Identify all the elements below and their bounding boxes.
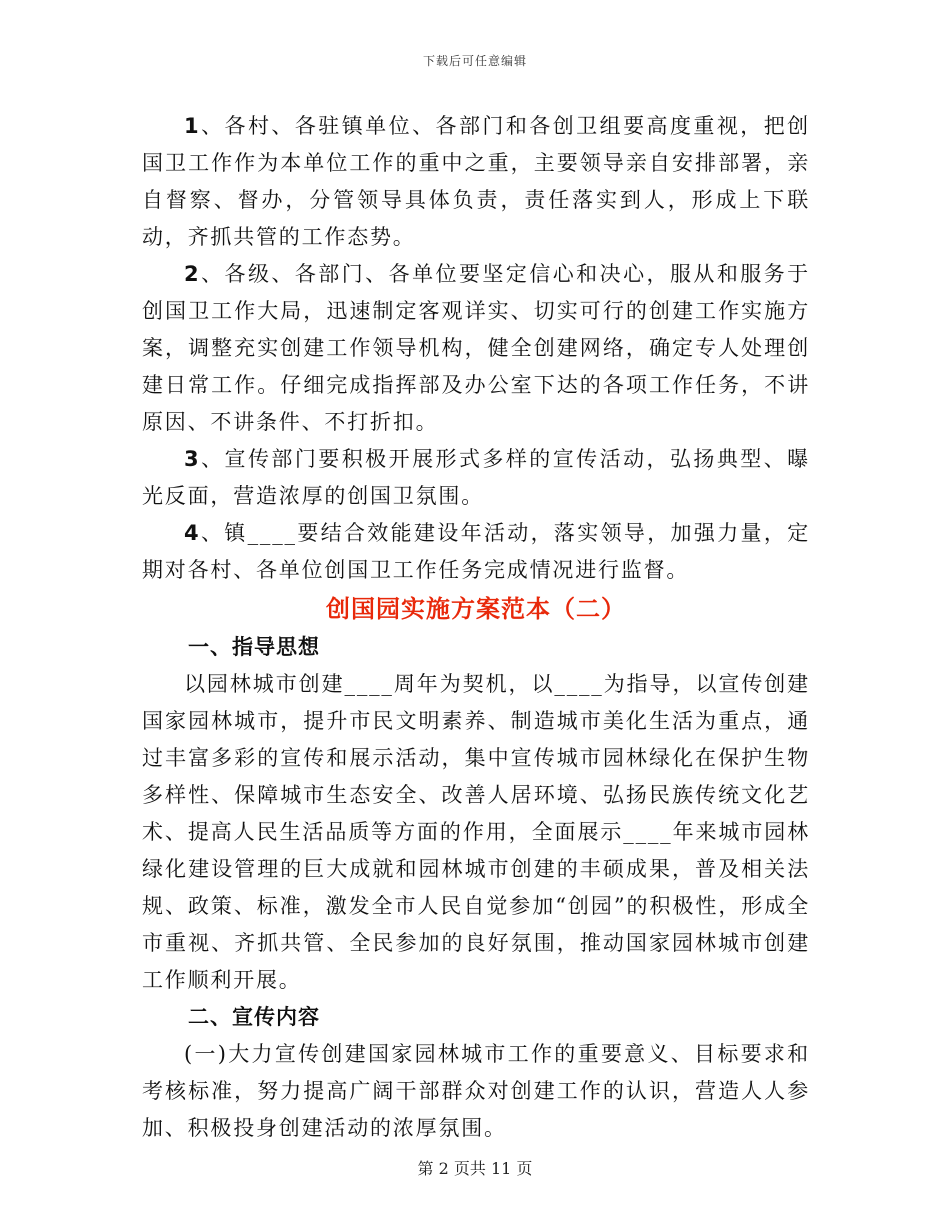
item-text: 、宣传部门要积极开展形式多样的宣传活动，弘扬典型、曝光反面，营造浓厚的创国卫氛围。 <box>142 447 810 508</box>
item-text: 、各村、各驻镇单位、各部门和各创卫组要高度重视，把创国卫工作作为本单位工作的重中之重，主要领导亲自安排部署，亲自督察、督办，分管领导具体负责，责任落实到人，形成上下联动，齐抓共管的工作态势。 <box>142 114 810 249</box>
header-note: 下载后可任意编辑 <box>422 54 527 68</box>
subsection-title-publicity-content: 二、宣传内容 <box>188 1005 320 1029</box>
item-text: 、各级、各部门、各单位要坚定信心和决心，服从和服务于创国卫工作大局，迅速制定客观详实、切实可行的创建工作实施方案，调整充实创建工作领导机构，健全创建网络，确定专人处理创建日常工作。仔细完成指挥部及办公室下达的各项工作任务，不讲原因、不讲条件、不打折扣。 <box>142 262 810 434</box>
publicity-content-paragraph: (一)大力宣传创建国家园林城市工作的重要意义、目标要求和考核标准，努力提高广阔干部群众对创建工作的认识，营造人人参加、积极投身创建活动的浓厚氛围。 <box>142 1042 810 1140</box>
document-body <box>142 108 810 1147</box>
page-number-footer: 第 2 页共 11 页 <box>417 1159 533 1178</box>
guiding-ideology-paragraph: 以园林城市创建____周年为契机，以____为指导，以宣传创建国家园林城市，提升市民文明素养、制造城市美化生活为重点，通过丰富多彩的宣传和展示活动，集中宣传城市园林绿化在保护生物多样性、保障城市生态安全、改善人居环境、弘扬民族传统文化艺术、提高人民生活品质等方面的作用，全面展示____年来城市园林绿化建设管理的巨大成就和园林城市创建的丰硕成果，普及相关法规、政策、标准，激发全市人民自觉参加“创园”的积极性，形成全市重视、齐抓共管、全民参加的良好氛围，推动国家园林城市创建工作顺利开展。 <box>142 672 810 992</box>
list-item-4 <box>142 515 810 589</box>
list-item-3 <box>142 441 810 515</box>
item-number: 1 <box>184 114 201 138</box>
item-number: 4 <box>184 521 201 545</box>
item-number: 3 <box>184 447 201 471</box>
item-number: 2 <box>184 262 201 286</box>
subsection-title-guiding-ideology: 一、指导思想 <box>188 635 320 659</box>
list-item-1 <box>142 108 810 256</box>
list-item-2 <box>142 256 810 441</box>
section-title: 创国园实施方案范本（二） <box>326 595 626 623</box>
item-text: 、镇____要结合效能建设年活动，落实领导，加强力量，定期对各村、各单位创国卫工作任务完成情况进行监督。 <box>142 521 810 582</box>
